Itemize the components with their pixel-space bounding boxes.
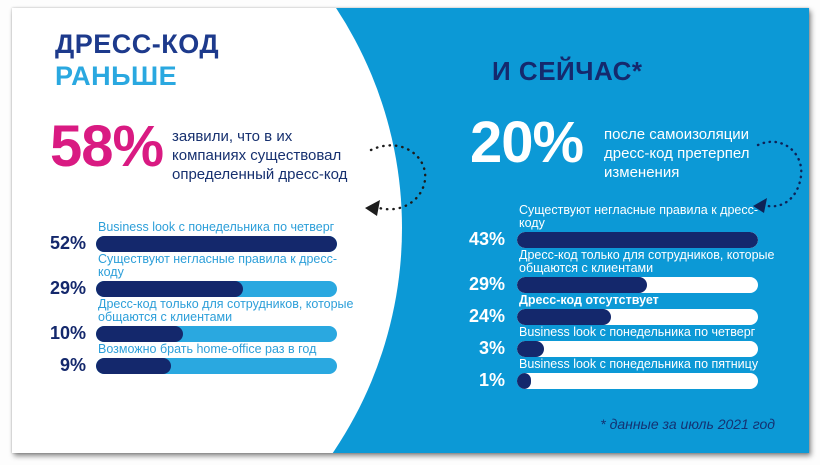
bar-label: Дресс-код только для сотрудников, которые общаются с клиентами	[519, 248, 775, 275]
right-stat-description: после самоизоляции дресс-код претерпел изменения	[604, 126, 750, 181]
infographic-card	[12, 8, 809, 453]
bar-track	[517, 277, 758, 293]
chart-now	[457, 203, 775, 390]
bar-fill	[517, 373, 531, 389]
bar-fill	[96, 236, 337, 252]
bar-fill	[517, 277, 647, 293]
chart-row	[457, 358, 758, 389]
bar-value: 24%	[468, 306, 505, 326]
chart-row	[38, 297, 354, 343]
bar-track	[96, 326, 337, 342]
title-before: РАНЬШЕ	[55, 61, 178, 91]
bar-track	[517, 309, 758, 325]
chart-before	[38, 220, 354, 375]
chart-row	[457, 204, 758, 248]
chart-row	[38, 253, 337, 297]
dotted-arrow-icon	[357, 140, 431, 220]
bar-fill	[96, 281, 243, 297]
chart-row	[38, 221, 337, 252]
bar-value: 29%	[49, 278, 86, 298]
left-stat-value: 58%	[50, 114, 164, 179]
bar-label: Дресс-код только для сотрудников, которые общаются с клиентами	[98, 297, 354, 324]
bar-track	[96, 236, 337, 252]
bar-track	[517, 232, 758, 248]
chart-row	[457, 248, 775, 294]
title-dress-code: ДРЕСС-КОД	[55, 29, 220, 59]
chart-row	[457, 326, 758, 357]
bar-fill	[517, 341, 544, 357]
left-panel-title	[55, 28, 219, 92]
bar-track	[517, 373, 758, 389]
footnote: * данные за июль 2021 год	[600, 416, 775, 432]
bar-value: 29%	[468, 274, 505, 294]
bar-track	[517, 341, 758, 357]
chart-row	[38, 343, 337, 374]
bar-value: 9%	[59, 355, 86, 375]
bar-label: Возможно брать home-office раз в год	[98, 342, 317, 356]
bar-fill	[96, 326, 183, 342]
bar-label: Дресс-код отсутствует	[519, 293, 659, 307]
left-stat-description: заявили, что в их компаниях существовал определенный дресс-код	[172, 128, 348, 183]
bar-value: 3%	[478, 338, 505, 358]
right-stat-value: 20%	[470, 110, 584, 175]
bar-value: 1%	[478, 370, 505, 390]
bar-label: Существуют негласные правила к дресс-коду	[519, 203, 759, 230]
bar-label: Business look с понедельника по четверг	[98, 220, 335, 234]
bar-track	[96, 281, 337, 297]
bar-fill	[517, 309, 611, 325]
bar-label: Существуют негласные правила к дресс-коду	[98, 252, 338, 279]
chart-row	[457, 294, 758, 325]
bar-value: 10%	[49, 323, 86, 343]
bar-value: 43%	[468, 229, 505, 249]
bar-label: Business look с понедельника по пятницу	[519, 357, 759, 371]
bar-fill	[517, 232, 758, 248]
bar-fill	[96, 358, 171, 374]
bar-label: Business look с понедельника по четверг	[519, 325, 756, 339]
bar-track	[96, 358, 337, 374]
bar-value: 52%	[49, 233, 86, 253]
right-panel-title: И СЕЙЧАС*	[492, 56, 643, 86]
